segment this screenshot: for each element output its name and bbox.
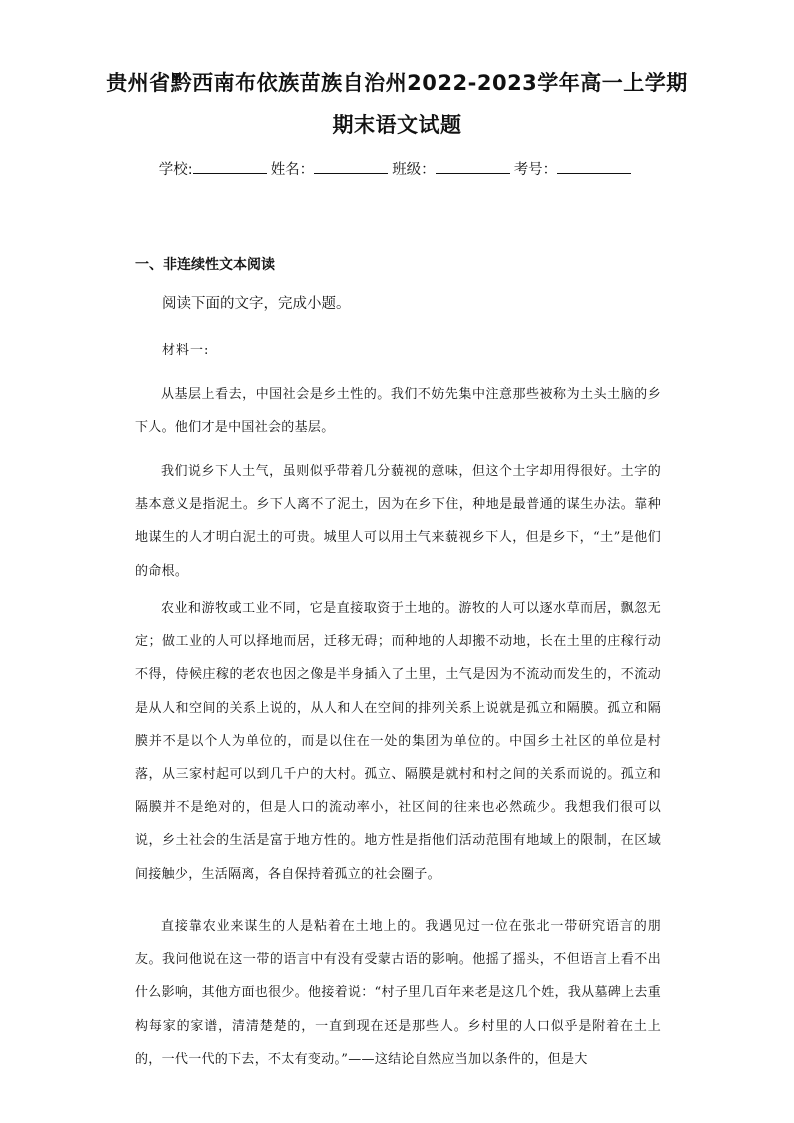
- school-label: 学校:: [158, 162, 193, 178]
- exam-number-blank[interactable]: [557, 159, 631, 174]
- name-blank[interactable]: [314, 159, 388, 174]
- material-paragraph-4: 直接靠农业来谋生的人是粘着在土地上的。我遇见过一位在张北一带研究语言的朋友。我问他说在这一带的语言中有没有受蒙古语的影响。他摇了摇头，不但语言上看不出什么影响，其他方面也很少。他接着说：“村子里几百年来老是这几个姓，我从墓碑上去重构每家的家谱，清清楚楚的，一直到现在还是那些人。乡村里的人口似乎是附着在土上的，一代一代的下去，不太有变动。”——这结论自然应当加以条件的，但是大: [135, 919, 661, 1067]
- student-info-row: [0, 158, 794, 179]
- material-paragraph-2: 我们说乡下人土气，虽则似乎带着几分藐视的意味，但这个土字却用得很好。土字的基本意义是指泥土。乡下人离不了泥土，因为在乡下住，种地是最普通的谋生办法。靠种地谋生的人才明白泥土的可贵。城里人可以用土气来藐视乡下人，但是乡下，“土”是他们的命根。: [135, 464, 661, 579]
- document-title-line-1: 贵州省黔西南布依族苗族自治州2022-2023学年高一上学期: [106, 71, 688, 95]
- class-blank[interactable]: [436, 159, 510, 174]
- document-title-line-2: 期末语文试题: [332, 113, 462, 137]
- section-heading: 一、非连续性文本阅读: [135, 257, 275, 273]
- exam-number-label: 考号：: [513, 162, 558, 178]
- material-paragraph-1: 从基层上看去，中国社会是乡土性的。我们不妨先集中注意那些被称为土头土脑的乡下人。他们才是中国社会的基层。: [135, 387, 661, 436]
- material-label: 材料一:: [162, 343, 210, 358]
- material-paragraph-3: 农业和游牧或工业不同，它是直接取资于土地的。游牧的人可以逐水草而居，飘忽无定；做工业的人可以择地而居，迁移无碍；而种地的人却搬不动地，长在土里的庄稼行动不得，侍候庄稼的老农也因之像是半身插入了土里，土气是因为不流动而发生的，不流动是从人和空间的关系上说的，从人和人在空间的排列关系上说就是孤立和隔膜。孤立和隔膜并不是以个人为单位的，而是以住在一处的集团为单位的。中国乡土社区的单位是村落，从三家村起可以到几千户的大村。孤立、隔膜是就村和村之间的关系而说的。孤立和隔膜并不是绝对的，但是人口的流动率小，社区间的往来也必然疏少。我想我们很可以说，乡土社会的生活是富于地方性的。地方性是指他们活动范围有地域上的限制，在区域间接触少，生活隔离，各自保持着孤立的社会圈子。: [135, 601, 661, 882]
- school-blank[interactable]: [193, 159, 267, 174]
- class-label: 班级：: [392, 162, 436, 178]
- reading-instruction: 阅读下面的文字，完成小题。: [162, 296, 351, 312]
- name-label: 姓名：: [270, 162, 315, 178]
